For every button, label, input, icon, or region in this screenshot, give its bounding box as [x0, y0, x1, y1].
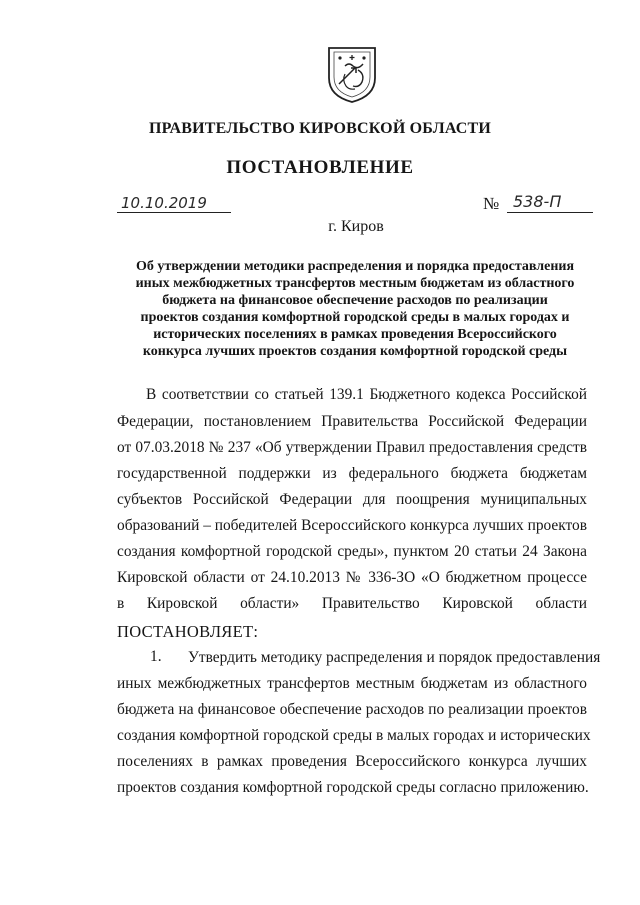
preamble-line: Федерации, постановлением Правительства Российской Федерации: [117, 413, 587, 430]
point-line: бюджета на финансовое обеспечение расходов по реализации проектов: [117, 701, 587, 718]
preamble-line: от 07.03.2018 № 237 «Об утверждении Правил предоставления средств: [117, 439, 587, 456]
government-name: ПРАВИТЕЛЬСТВО КИРОВСКОЙ ОБЛАСТИ: [148, 120, 492, 137]
point-line: проектов создания комфортной городской среды согласно приложению.: [117, 779, 589, 796]
city: г. Киров: [328, 218, 384, 235]
point-number: 1.: [150, 648, 162, 665]
preamble-line: государственной поддержки из федерального бюджета бюджетам: [117, 465, 587, 482]
decree-number-block: [483, 192, 588, 214]
number-sign: №: [483, 194, 500, 213]
decree-subject: [110, 258, 600, 360]
point-line: иных межбюджетных трансфертов местным бюджетам из областного: [117, 675, 587, 692]
decree-date: 10.10.2019: [117, 194, 231, 213]
kirov-coat-of-arms-icon: [325, 44, 379, 104]
preamble-line: в Кировской области» Правительство Кировской области: [117, 595, 587, 612]
preamble-line: Кировской области от 24.10.2013 № 336-ЗО «О бюджетном процессе: [117, 569, 587, 586]
subject-line: бюджета на финансовое обеспечение расходов по реализации: [162, 293, 548, 308]
decree-number: 538-П: [507, 192, 593, 213]
preamble-line: В соответствии со статьей 139.1 Бюджетного кодекса Российской: [146, 386, 587, 403]
subject-line: проектов создания комфортной городской среды в малых городах и: [140, 310, 570, 325]
point-line: поселениях в рамках проведения Всероссийского конкурса лучших: [117, 753, 587, 770]
preamble-line: субъектов Российской Федерации для поощрения муниципальных: [117, 491, 587, 508]
preamble-line: создания комфортной городской среды», пунктом 20 статьи 24 Закона: [117, 543, 587, 560]
resolve-word: ПОСТАНОВЛЯЕТ:: [117, 622, 259, 641]
preamble-line: образований – победителей Всероссийского конкурса лучших проектов: [117, 517, 587, 534]
subject-line: конкурса лучших проектов создания комфортной городской среды: [142, 344, 568, 359]
subject-line: Об утверждении методики распределения и порядка предоставления: [135, 259, 575, 274]
point-line: создания комфортной городской среды в малых городах и исторических: [117, 727, 591, 744]
point-line: Утвердить методику распределения и порядок предоставления: [188, 649, 601, 666]
subject-line: иных межбюджетных трансфертов местным бюджетам из областного: [135, 276, 575, 291]
subject-line: исторических поселениях в рамках проведения Всероссийского: [153, 327, 557, 342]
document-type: ПОСТАНОВЛЕНИЕ: [226, 157, 414, 178]
